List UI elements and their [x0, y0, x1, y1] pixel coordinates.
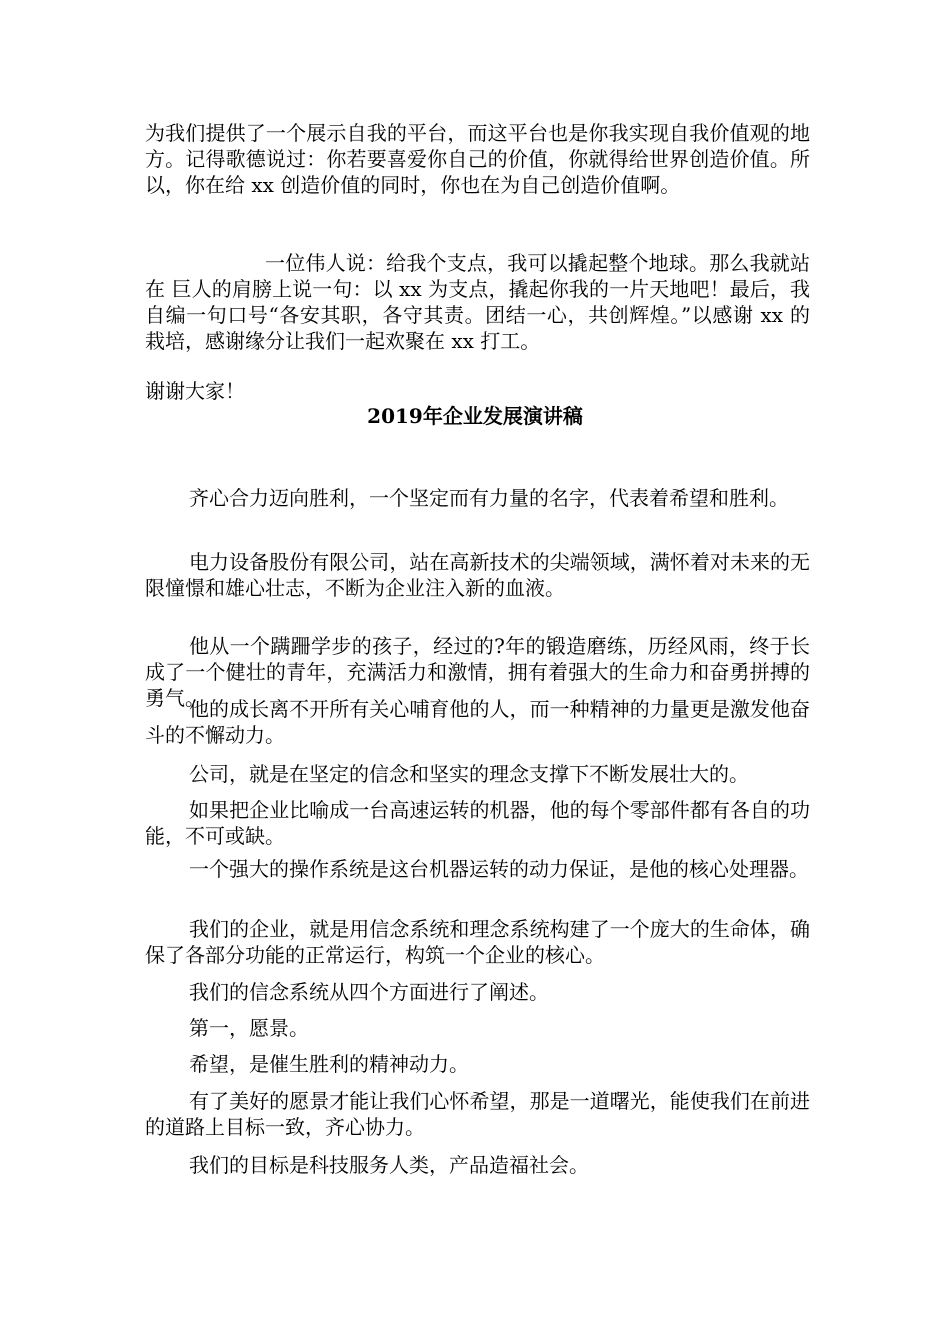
speech-paragraph: 有了美好的愿景才能让我们心怀希望，那是一道曙光，能使我们在前进的道路上目标一致，齐心协力。: [145, 1089, 810, 1139]
prev-paragraph-2: 一位伟人说：给我个支点，我可以撬起整个地球。那么我就站在 巨人的肩膀上说一句：以 xx 为支点，撬起你我的一片天地吧！最后，我自编一句口号“各安其职，各守其责。团结一心，共创辉煌。”以感谢 xx 的栽培，感谢缘分让我们一起欢聚在 xx 打工。: [145, 251, 810, 353]
speech-paragraph: 我们的企业，就是用信念系统和理念系统构建了一个庞大的生命体，确保了各部分功能的正常运行，构筑一个企业的核心。: [145, 917, 810, 967]
speech-paragraph: 电力设备股份有限公司，站在高新技术的尖端领域，满怀着对未来的无限憧憬和雄心壮志，不断为企业注入新的血液。: [145, 550, 810, 600]
speech-paragraph: 他从一个蹒跚学步的孩子，经过的?年的锻造磨练，历经风雨，终于长成了一个健壮的青年，充满活力和激情，拥有着强大的生命力和奋勇拼搏的勇气。: [145, 634, 810, 710]
speech-paragraph: 齐心合力迈向胜利，一个坚定而有力量的名字，代表着希望和胜利。: [189, 486, 789, 510]
speech-paragraph: 我们的目标是科技服务人类，产品造福社会。: [189, 1153, 589, 1177]
speech-paragraph: 如果把企业比喻成一台高速运转的机器，他的每个零部件都有各自的功能，不可或缺。: [145, 798, 810, 848]
speech-paragraph: 第一，愿景。: [189, 1016, 309, 1040]
speech-paragraph: 一个强大的操作系统是这台机器运转的动力保证，是他的核心处理器。: [189, 857, 809, 881]
prev-paragraph-1: 为我们提供了一个展示自我的平台，而这平台也是你我实现自我价值观的地方。记得歌德说过：你若要喜爱你自己的价值，你就得给世界创造价值。所以，你在给 xx 创造价值的同时，你也在为自己创造价值啊。: [145, 121, 810, 197]
speech-paragraph: 我们的信念系统从四个方面进行了阐述。: [189, 980, 549, 1004]
speech-paragraph: 公司，就是在坚定的信念和坚实的理念支撑下不断发展壮大的。: [189, 762, 749, 786]
speech-title: 2019年企业发展演讲稿: [367, 404, 583, 428]
speech-paragraph: 希望，是催生胜利的精神动力。: [189, 1052, 469, 1076]
closing-thanks: 谢谢大家！: [145, 379, 245, 403]
speech-paragraph: 他的成长离不开所有关心哺育他的人，而一种精神的力量更是激发他奋斗的不懈动力。: [145, 697, 810, 747]
